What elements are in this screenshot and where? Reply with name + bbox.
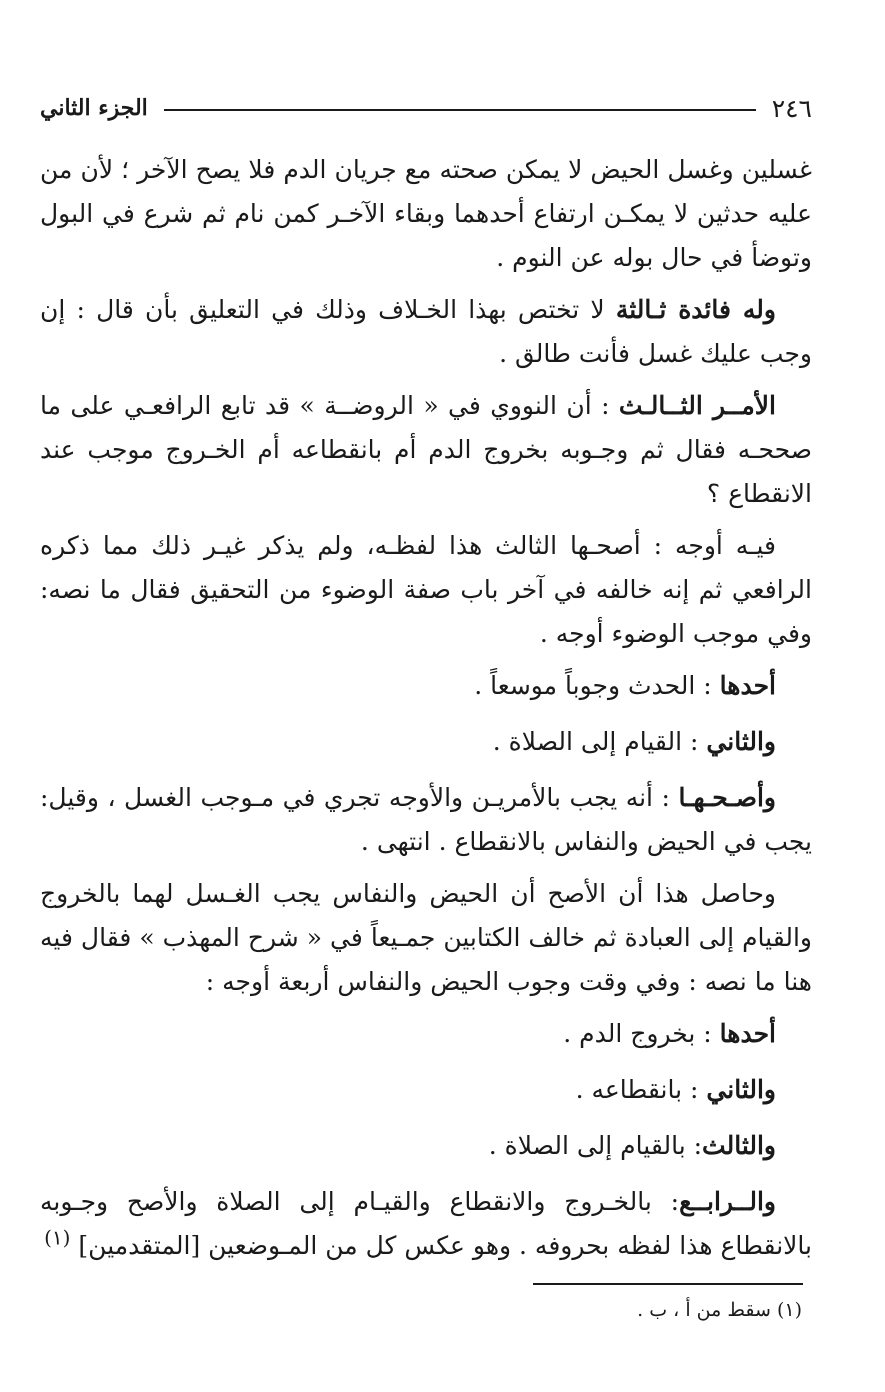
paragraph-lead: والــرابــع bbox=[679, 1187, 776, 1216]
item-lead: والثالث bbox=[702, 1131, 776, 1160]
paragraph: غسلين وغسل الحيض لا يمكن صحته مع جريان الدم فلا يصح الآخر ؛ لأن من عليه حدثين لا يمكـن ارتفاع أحدهما وبقاء الآخـر كمن نام ثم شرع في البول وتوضأ في حال بوله عن النوم . bbox=[40, 155, 812, 272]
item-lead: أحدها bbox=[719, 671, 776, 700]
footnote: (١) سقط من أ ، ب . bbox=[637, 1299, 802, 1321]
paragraph: وأصـحـهـا : أنه يجب بالأمريـن والأوجه تجري في مـوجب الغسل ، وقيل: يجب في الحيض والنفاس بالانقطاع . انتهى . bbox=[40, 783, 812, 856]
list-item: والثالث: بالقيام إلى الصلاة . bbox=[488, 1131, 776, 1160]
running-title: الجزء الثاني bbox=[40, 95, 148, 121]
page-number: ٢٤٦ bbox=[771, 93, 812, 123]
list-item: أحدها : بخروج الدم . bbox=[563, 1019, 776, 1048]
paragraph: الأمــر الثــالـث : أن النووي في « الروضــة » قد تابع الرافعـي على ما صححـه فقال ثم وجـوبه بخروج الدم أم بانقطاعه أم الخـروج موجب عند الانقطاع ؟ bbox=[40, 391, 812, 508]
paragraph: وله فائدة ثـالثة لا تختص بهذا الخـلاف وذلك في التعليق بأن قال : إن وجب عليك غسل فأنت طالق . bbox=[40, 295, 812, 368]
paragraph-lead: الأمــر الثــالـث bbox=[618, 391, 776, 420]
header-rule bbox=[164, 109, 756, 111]
footnote-marker: (١) bbox=[44, 1225, 71, 1250]
paragraph-lead: وأصـحـهـا bbox=[678, 783, 776, 812]
footnote-rule bbox=[533, 1283, 803, 1285]
paragraph: فيـه أوجه : أصحـها الثالث هذا لفظـه، ولم يذكر غيـر ذلك مما ذكره الرافعي ثم إنه خالفه في آخر باب صفة الوضوء من التحقيق فقال ما نصه: وفي موجب الوضوء أوجه . bbox=[40, 531, 812, 648]
paragraph: وحاصل هذا أن الأصح أن الحيض والنفاس يجب الغـسل لهما بالخروج والقيام إلى العبادة ثم خالف الكتابين جمـيعاً في « شرح المهذب » فقال فيه هنا ما نصه : وفي وقت وجوب الحيض والنفاس أربعة أوجه : bbox=[40, 879, 812, 996]
list-item: والثاني : القيام إلى الصلاة . bbox=[492, 727, 776, 756]
paragraph-lead: وله فائدة ثـالثة bbox=[615, 295, 776, 324]
list-item: أحدها : الحدث وجوباً موسعاً . bbox=[474, 671, 776, 700]
item-lead: أحدها bbox=[719, 1019, 776, 1048]
body-text bbox=[40, 148, 812, 1276]
list-item: والثاني : بانقطاعه . bbox=[575, 1075, 776, 1104]
item-lead: والثاني bbox=[706, 1075, 776, 1104]
page-header bbox=[40, 88, 812, 128]
paragraph: والــرابــع: بالخـروج والانقطاع والقيـام إلى الصلاة والأصح وجـوبه بالانقطاع هذا لفظه بحروفه . وهو عكس كل من المـوضعين [المتقدمين] $^{(١)}$ bbox=[40, 1187, 812, 1260]
item-lead: والثاني bbox=[706, 727, 776, 756]
